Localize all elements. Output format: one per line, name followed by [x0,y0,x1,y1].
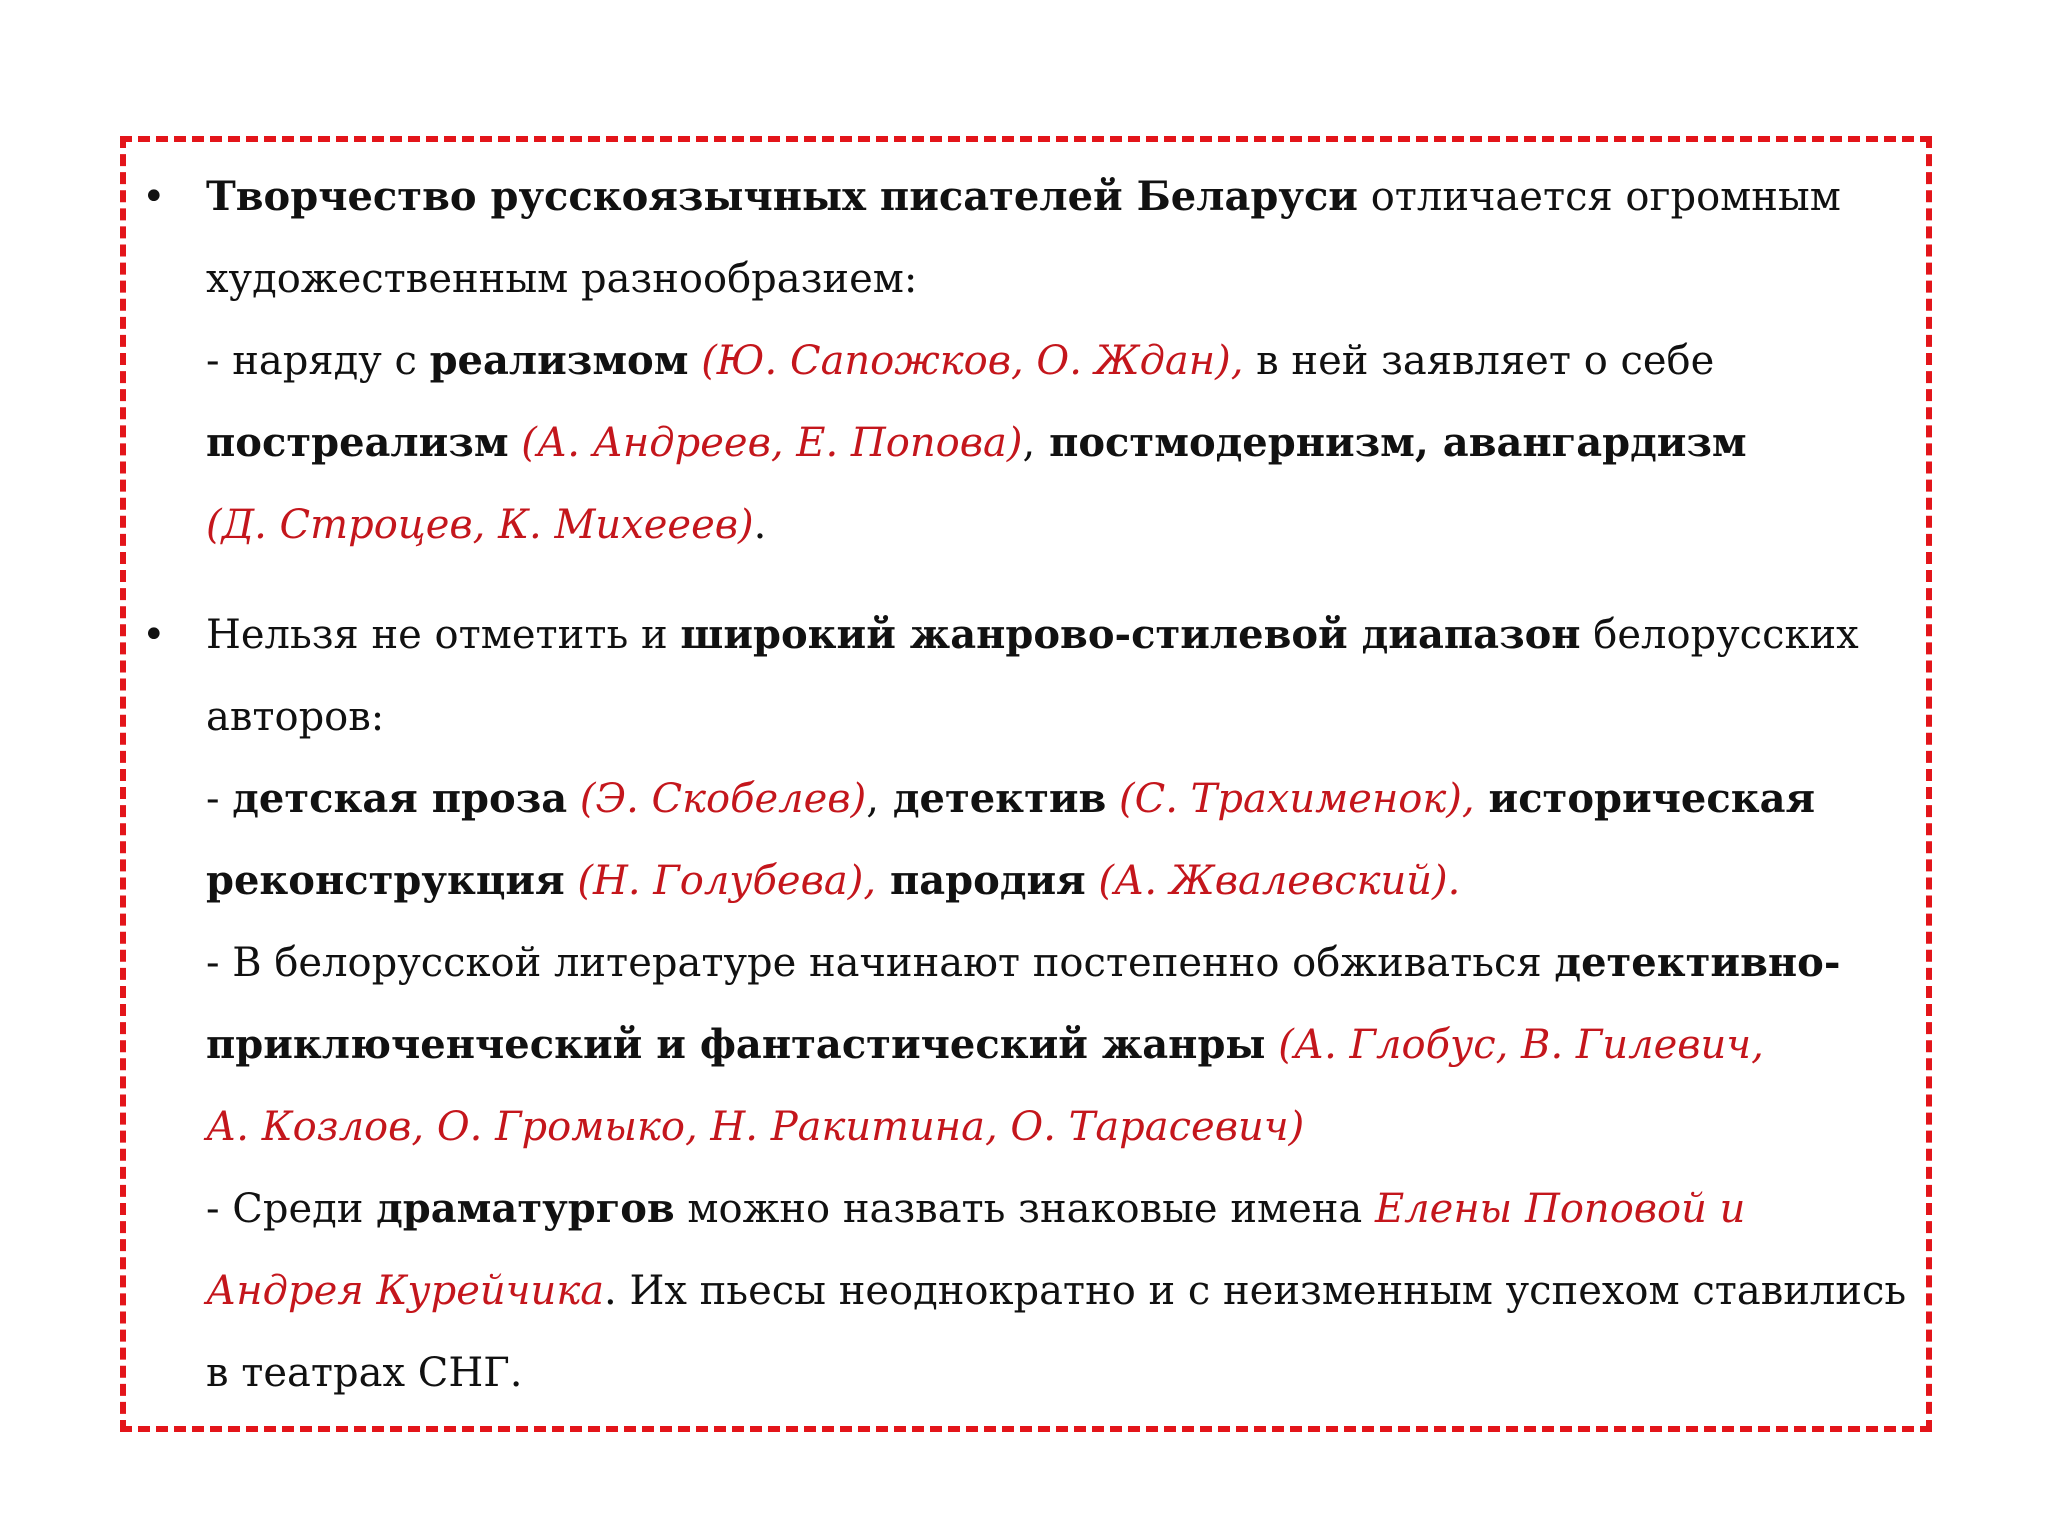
plain-text: авторов: [206,694,385,740]
author-names: (Н. Голубева), [564,858,877,904]
bold-text: детская проза [232,775,568,822]
text-line [206,1250,1906,1332]
author-names: Елены Поповой и [1374,1186,1746,1232]
bold-text: пародия [876,857,1086,904]
plain-text: - В белорусской литературе начинают постепенно обживаться [206,940,1555,986]
author-names: А. Козлов, О. Громыко, Н. Ракитина, О. Тарасевич) [206,1104,1305,1150]
text-line [206,1004,1764,1086]
author-names: (Д. Строцев, К. Михееев) [206,502,754,548]
bold-text: Творчество русскоязычных писателей Беларуси [206,173,1358,220]
bullet-icon: • [142,174,166,220]
bold-text: реконструкция [206,857,565,904]
bold-text: приключенческий и фантастический жанры [206,1021,1266,1068]
text-line [206,1332,522,1414]
plain-text: - [206,776,233,822]
author-names: (А. Андреев, Е. Попова) [508,420,1023,466]
text-line [206,758,1815,840]
plain-text: белорусских [1580,612,1859,658]
plain-text: художественным разнообразием: [206,256,918,302]
text-line [206,1168,1745,1250]
text-line [206,238,917,320]
author-names: Андрея Курейчика [206,1268,605,1314]
author-names: (А. Глобус, В. Гилевич, [1265,1022,1764,1068]
bold-text: детективно- [1554,939,1841,986]
bullet-icon: • [142,612,166,658]
plain-text: отличается огромным [1357,174,1841,220]
text-line [206,320,1714,402]
plain-text: Нельзя не отметить и [206,612,681,658]
bold-text: драматургов [376,1185,675,1232]
author-names: (Э. Скобелев) [567,776,867,822]
text-line [206,676,384,758]
author-names: (Ю. Сапожков, О. Ждан), [688,338,1244,384]
author-names: (С. Трахименок), [1106,776,1475,822]
plain-text: , [1022,420,1036,466]
text-line [206,156,1841,238]
plain-text: можно назвать знаковые имена [674,1186,1375,1232]
plain-text: . Их пьесы неоднократно и с неизменным успехом ставились [604,1268,1907,1314]
plain-text: . [753,502,767,548]
bold-text: детектив [878,775,1107,822]
text-line [206,922,1840,1004]
author-names: (А. Жвалевский). [1085,858,1461,904]
bold-text: постреализм [206,419,509,466]
bold-text: широкий жанрово-стилевой диапазон [680,611,1581,658]
plain-text: , [866,776,879,822]
bold-text: историческая [1474,775,1816,822]
text-line [206,840,1460,922]
plain-text: в театрах СНГ. [206,1350,523,1396]
plain-text: - наряду с [206,338,430,384]
text-line [206,402,1747,484]
bold-text: реализмом [429,337,689,384]
text-line [206,1086,1304,1168]
text-line [206,594,1859,676]
plain-text: в ней заявляет о себе [1243,338,1715,384]
plain-text: - Среди [206,1186,377,1232]
text-line [206,484,766,566]
bold-text: постмодернизм, авангардизм [1035,419,1747,466]
